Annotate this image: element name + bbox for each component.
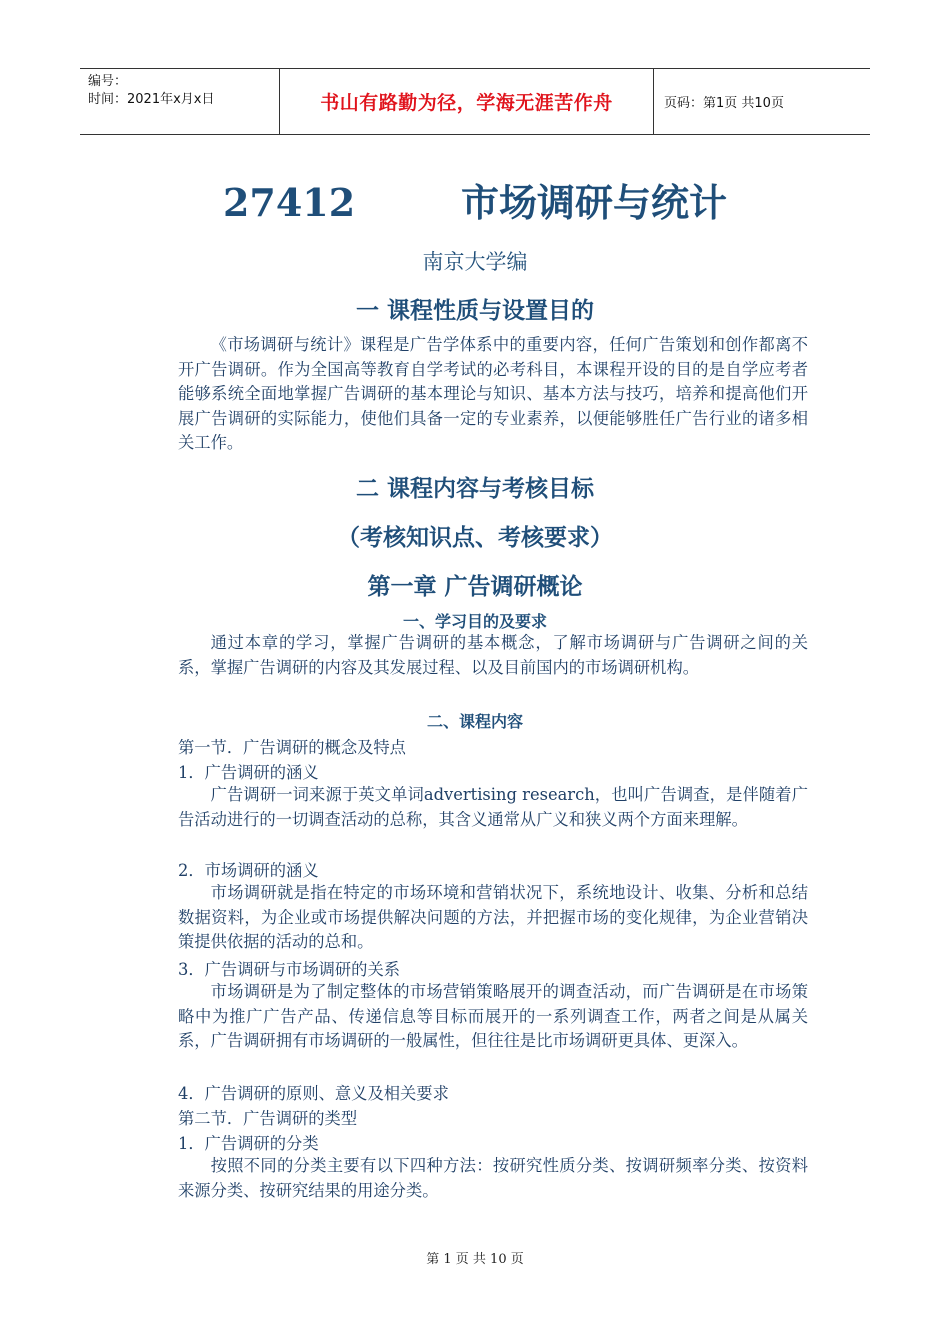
item-3-paragraph: 市场调研是为了制定整体的市场营销策略展开的调查活动，而广告调研是在市场策略中为推广广告产品、传递信息等目标而展开的一系列调查工作，两者之间是从属关系，广告调研拥有市场调研的一般属性，但往往是比市场调研更具体、更深入。 xyxy=(178,982,808,1051)
section-1-paragraph: 《市场调研与统计》课程是广告学体系中的重要内容，任何广告策划和创作都离不开广告调研。作为全国高等教育自学考试的必考科目，本课程开设的目的是自学应考者能够系统全面地掌握广告调研的基本理论与知识、基本方法与技巧，培养和提高他们开展广告调研的实际能力，使他们具备一定的专业素养，以便能够胜任广告行业的诸多相关工作。 xyxy=(178,335,808,453)
course-content-heading: 二、课程内容 xyxy=(426,712,523,731)
learning-goal-paragraph: 通过本章的学习，掌握广告调研的基本概念，了解市场调研与广告调研之间的关系，掌握广告调研的内容及其发展过程、以及目前国内的市场调研机构。 xyxy=(178,633,808,677)
item-1-paragraph: 广告调研一词来源于英文单词advertising research，也叫广告调查，是伴随着广告活动进行的一切调查活动的总称，其含义通常从广义和狭义两个方面来理解。 xyxy=(178,785,808,829)
header-table xyxy=(80,68,870,135)
header-motto: 书山有路勤为径，学海无涯苦作舟 xyxy=(280,69,654,134)
document-title: 27412 市场调研与统计 xyxy=(222,180,728,225)
item-4-title: 4．广告调研的原则、意义及相关要求 xyxy=(178,1084,449,1103)
section-1-title: 第一节．广告调研的概念及特点 xyxy=(178,738,406,757)
document-subtitle: 南京大学编 xyxy=(422,250,528,274)
section-1-heading: 一 课程性质与设置目的 xyxy=(355,298,594,324)
time-label: 时间：2021年x月x日 xyxy=(88,92,215,107)
item-2-paragraph: 市场调研就是指在特定的市场环境和营销状况下，系统地设计、收集、分析和总结数据资料，为企业或市场提供解决问题的方法，并把握市场的变化规律，为企业营销决策提供依据的活动的总和。 xyxy=(178,883,808,952)
section-2-item-1-paragraph: 按照不同的分类主要有以下四种方法：按研究性质分类、按调研频率分类、按资料来源分类、按研究结果的用途分类。 xyxy=(178,1156,808,1200)
section-2-title: 第二节．广告调研的类型 xyxy=(178,1109,358,1128)
learning-goal-heading: 一、学习目的及要求 xyxy=(402,612,547,631)
item-3-title: 3．广告调研与市场调研的关系 xyxy=(178,960,401,979)
page-footer: 第 1 页 共 10 页 xyxy=(426,1252,524,1267)
item-2-title: 2．市场调研的涵义 xyxy=(178,861,319,880)
header-meta xyxy=(80,69,280,134)
item-1-title: 1．广告调研的涵义 xyxy=(178,763,319,782)
number-label: 编号： xyxy=(88,74,128,89)
chapter-1-heading: 第一章 广告调研概论 xyxy=(367,574,583,600)
section-2-heading: 二 课程内容与考核目标 xyxy=(355,476,594,502)
section-2-item-1-title: 1．广告调研的分类 xyxy=(178,1134,319,1153)
section-2-subheading: （考核知识点、考核要求） xyxy=(337,525,613,551)
header-page-info: 页码：第1页 共10页 xyxy=(664,96,784,111)
